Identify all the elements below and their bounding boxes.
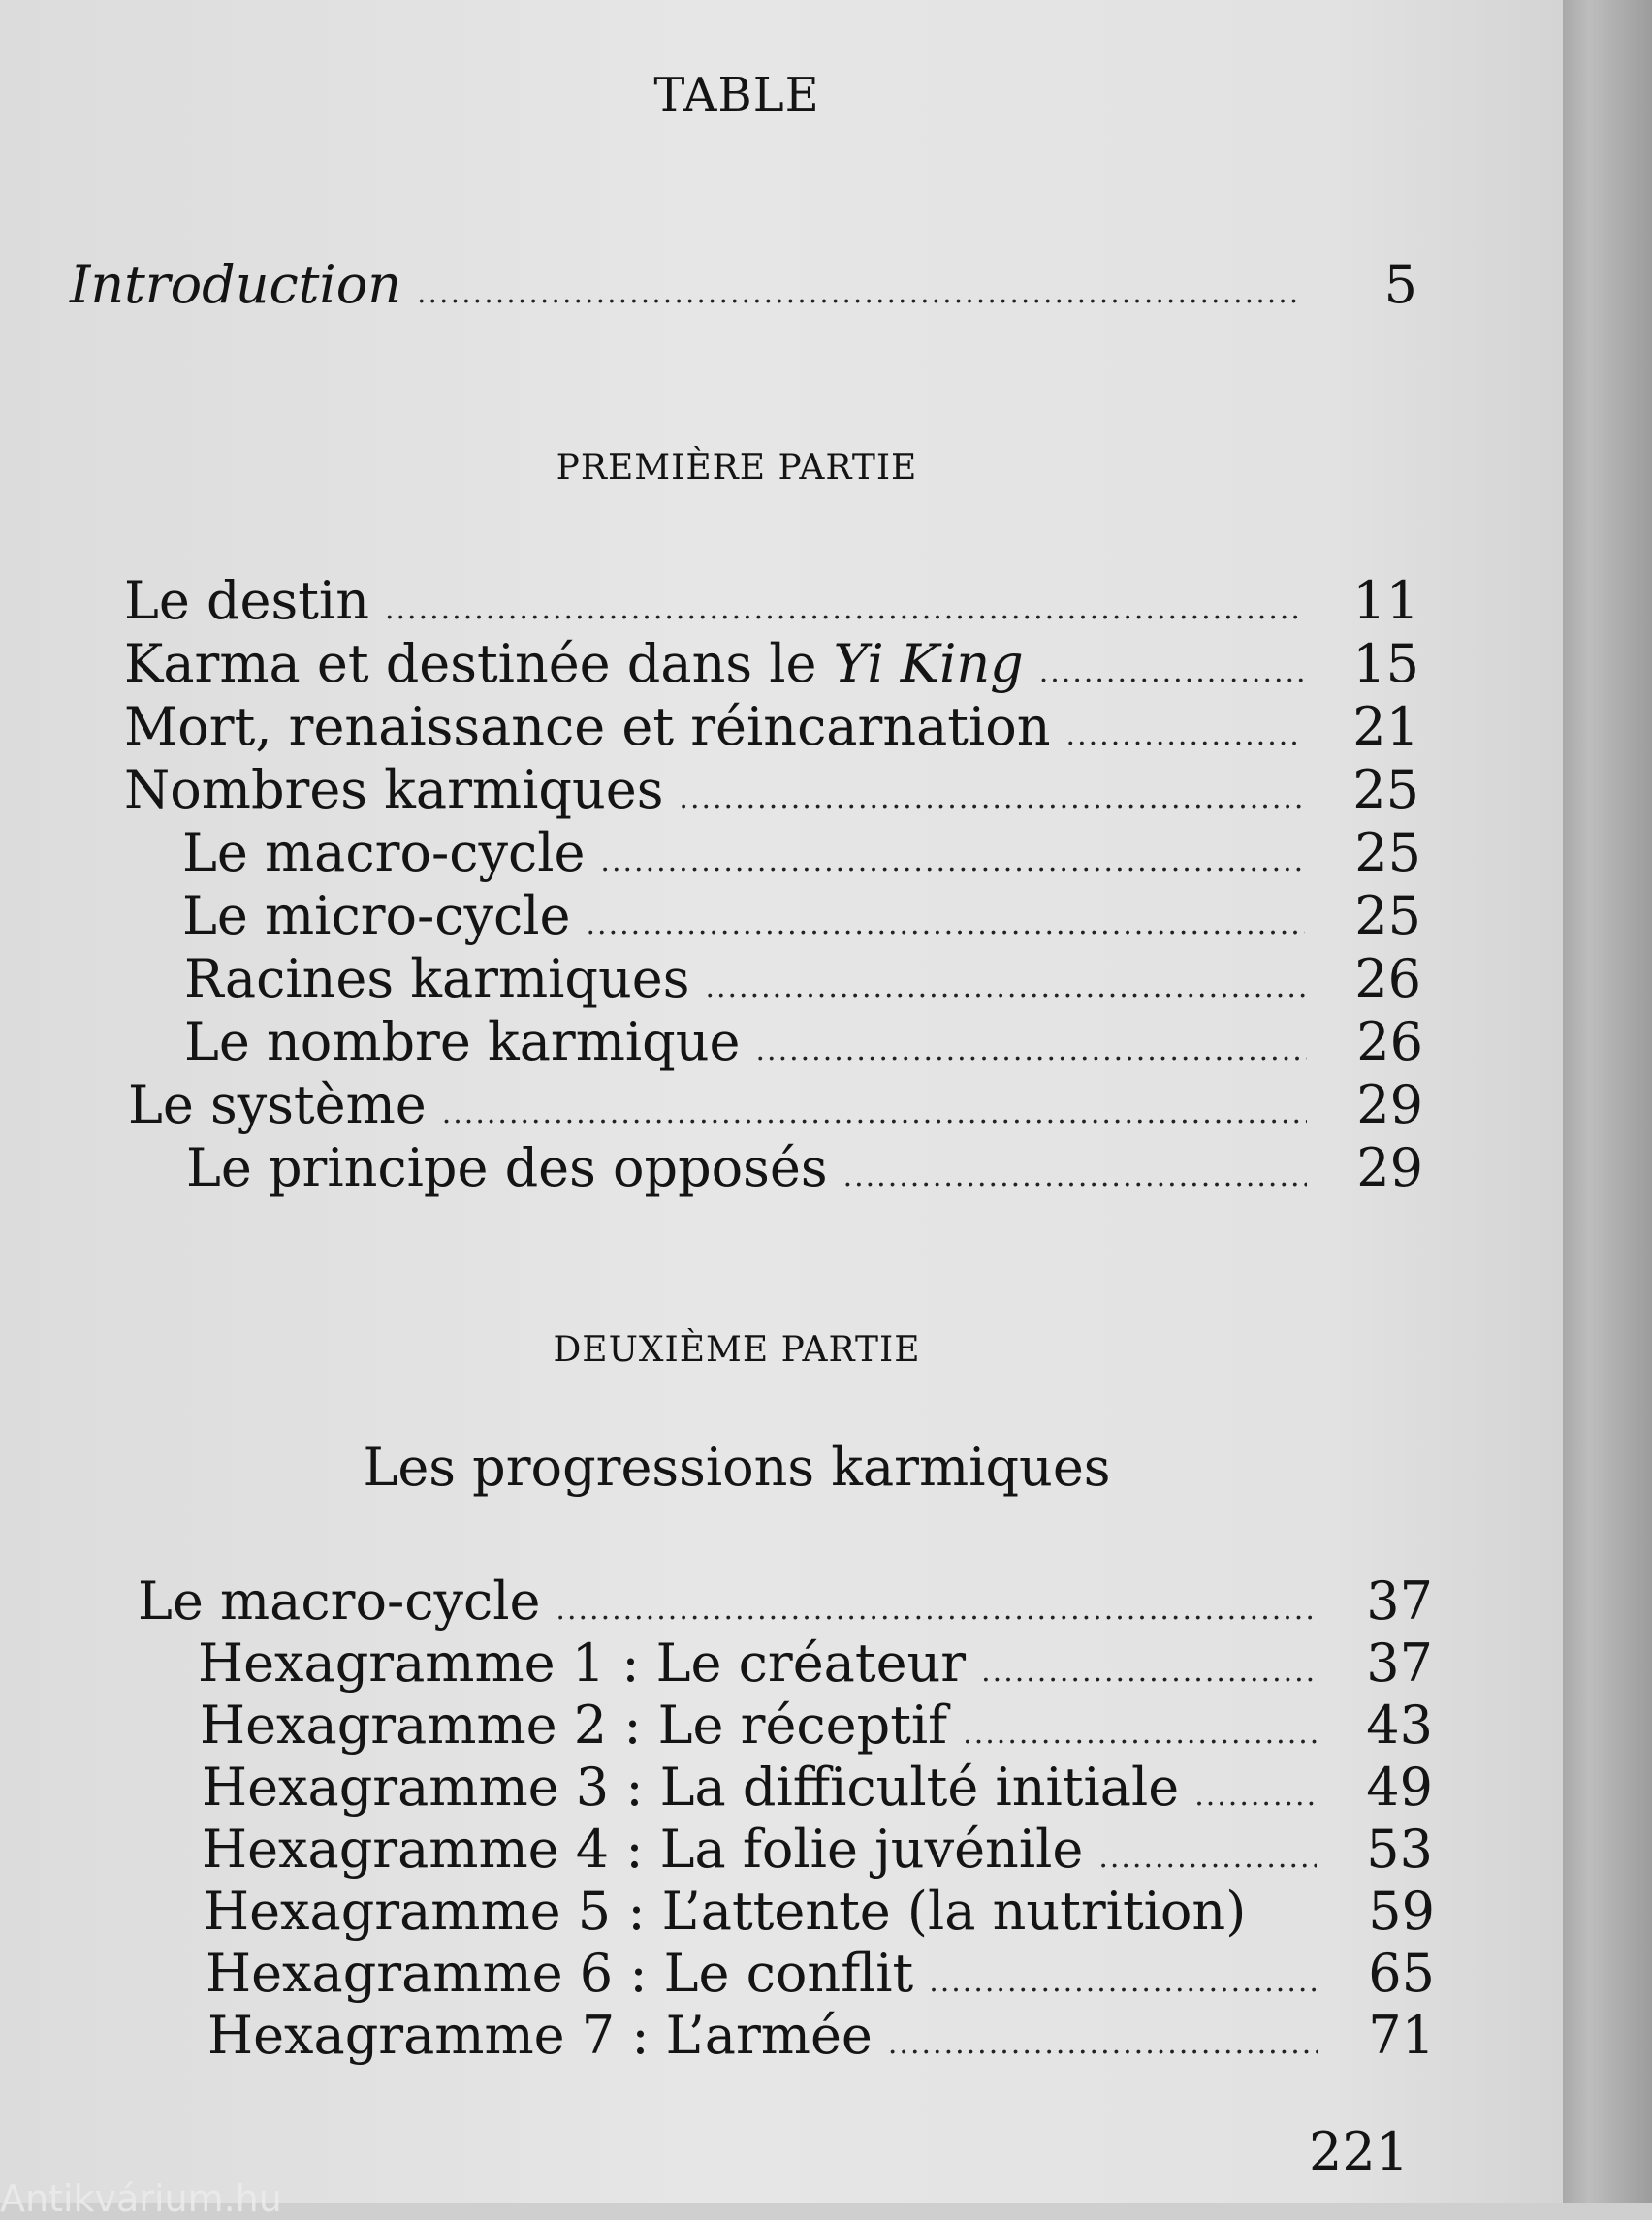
leader-dots [385,592,1303,626]
leader-dots [705,970,1305,1004]
leader-dots [963,1717,1317,1751]
toc-page-number: 65 [1368,1943,1435,2004]
toc-subentry [182,885,1421,946]
toc-page-number: 29 [1356,1137,1423,1198]
toc-label: Le macro-cycle [182,822,586,883]
toc-subentry [206,1943,1435,2004]
toc-label: Le nombre karmique [184,1011,741,1072]
toc-page-number: 59 [1368,1881,1435,1942]
leader-dots [417,276,1301,310]
toc-page-number: 11 [1352,570,1419,631]
leader-dots [756,1033,1308,1067]
toc-label: Hexagramme 4 : La folie juvénile [202,1819,1084,1880]
leader-dots [1039,655,1303,689]
toc-subentry [184,1011,1423,1072]
leader-dots [1066,718,1303,752]
toc-page-number: 43 [1366,1695,1433,1756]
toc-label: Nombres karmiques [124,759,664,820]
toc-page-number: 49 [1366,1757,1433,1818]
toc-page-number: 25 [1352,759,1419,820]
toc-entry [124,570,1419,631]
toc-label: Hexagramme 3 : La difficulté initiale [202,1757,1180,1818]
leader-dots [679,781,1303,815]
toc-entry-introduction [70,254,1417,315]
toc-entry [124,759,1419,820]
toc-label: Hexagramme 6 : Le conflit [206,1943,914,2004]
leader-dots [587,907,1306,941]
toc-label: Hexagramme 2 : Le réceptif [200,1695,948,1756]
toc-entry [138,1570,1433,1632]
toc-page-number: 29 [1356,1074,1423,1135]
toc-subentry [182,822,1421,883]
leader-dots [556,1593,1317,1627]
toc-subentry [200,1695,1433,1756]
toc-subentry [204,1881,1435,1942]
part-heading: DEUXIÈME PARTIE [553,1330,921,1370]
toc-label: Introduction [70,254,401,315]
toc-label: Racines karmiques [184,948,690,1009]
leader-dots [1194,1779,1317,1813]
toc-entry [124,696,1419,757]
toc-label: Hexagramme 7 : L’armée [207,2005,873,2066]
toc-page-number: 26 [1356,1011,1423,1072]
section-title: Les progressions karmiques [363,1437,1111,1498]
toc-label: Hexagramme 5 : L’attente (la nutrition) [204,1881,1247,1942]
toc-page-number: 37 [1366,1633,1433,1694]
leader-dots [843,1159,1307,1193]
toc-entry [128,1074,1423,1135]
toc-page-number: 5 [1383,254,1417,315]
toc-page-number: 71 [1368,2005,1435,2066]
page-edge [1563,0,1652,2203]
part-heading: PREMIÈRE PARTIE [556,448,918,488]
toc-subentry [198,1633,1433,1694]
toc-subentry [186,1137,1423,1198]
toc-page-number: 15 [1352,633,1419,694]
toc-subentry [202,1819,1433,1880]
toc-subentry [184,948,1421,1009]
toc-label: Karma et destinée dans le Yi King [124,633,1024,694]
page-title: TABLE [653,68,820,122]
toc-label: Le principe des opposés [186,1137,828,1198]
leader-dots [442,1096,1307,1130]
toc-label: Le micro-cycle [182,885,571,946]
toc-subentry [202,1757,1433,1818]
toc-label: Le macro-cycle [138,1570,541,1632]
toc-page-number: 21 [1352,696,1419,757]
page-number: 221 [1309,2121,1410,2182]
leader-dots [1098,1841,1317,1875]
toc-page-number: 37 [1366,1570,1433,1632]
toc-page-number: 53 [1366,1819,1433,1880]
toc-page-number: 25 [1354,885,1421,946]
toc-page-number: 25 [1354,822,1421,883]
leader-dots [981,1655,1317,1689]
toc-label: Mort, renaissance et réincarnation [124,696,1051,757]
leader-dots [929,1965,1318,1999]
watermark: Antikvárium.hu [0,2177,282,2220]
toc-entry [124,633,1419,694]
leader-dots [600,844,1305,878]
toc-subentry [207,2005,1435,2066]
toc-label: Le destin [124,570,369,631]
leader-dots [888,2027,1318,2061]
toc-page-number: 26 [1354,948,1421,1009]
toc-label: Hexagramme 1 : Le créateur [198,1633,967,1694]
toc-label: Le système [128,1074,427,1135]
